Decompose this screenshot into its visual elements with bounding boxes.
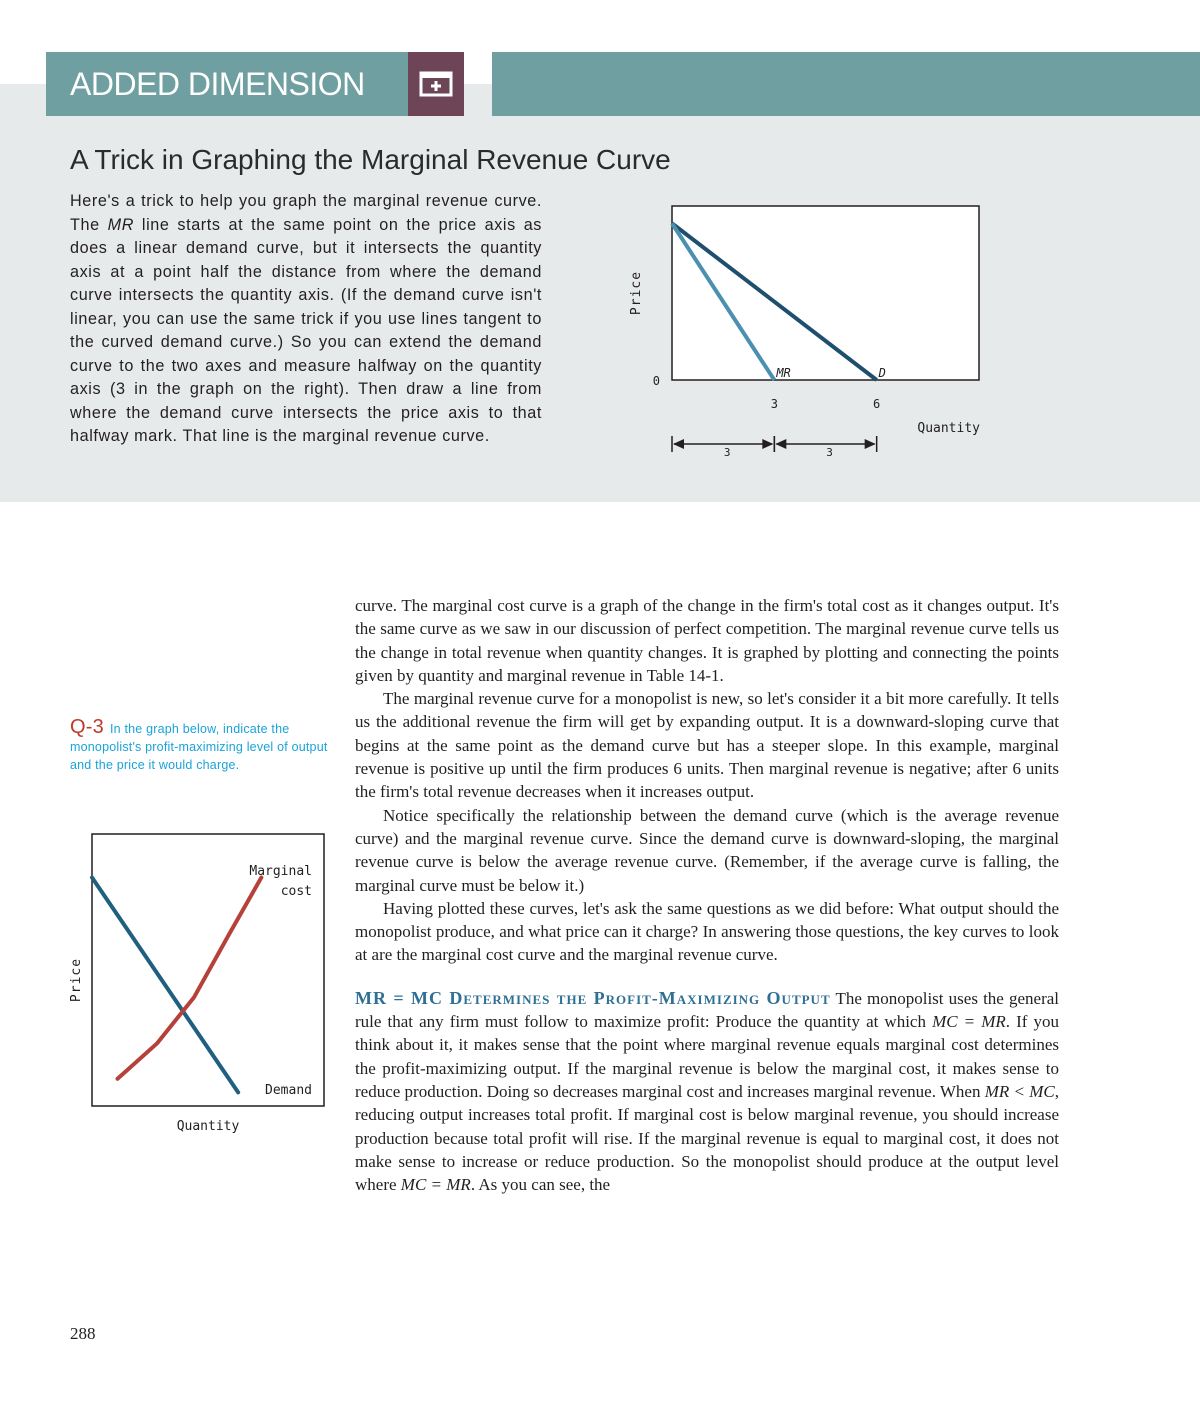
question-number: Q-3 <box>70 716 104 738</box>
x-tick-label: 6 <box>873 397 881 411</box>
series-d-label: D <box>878 366 886 380</box>
measure-label: 3 <box>826 446 833 459</box>
measure-arrow-head <box>865 439 876 449</box>
y-axis-label: Price <box>69 957 84 1003</box>
series-marginal-cost-label: Marginal <box>249 864 312 879</box>
body-text-part: . As you can see, the <box>470 1175 611 1195</box>
measure-arrow-head <box>673 439 684 449</box>
body-text-math: MC = MR <box>400 1175 471 1195</box>
body-paragraph: Notice specifically the relationship between the demand curve (which is the average revenue curve) and the marginal revenue curve. Since the demand curve is downward-sloping, the marginal revenue curve is below the average revenue curve. (Remember, if the average curve is falling, the marginal curve must be below it.) <box>355 805 1059 895</box>
body-text-math: MC = MR <box>932 1012 1006 1032</box>
mr-trick-chart <box>620 196 1060 466</box>
series-marginal-cost-label: cost <box>280 884 312 899</box>
body-text-part: , reducing output increases total profit. If marginal cost is below marginal revenue, you should increase production because total profit will rise. If the marginal revenue is equal to marginal cost, it does not make sense to increase or reduce production. So the monopolist should produce at the output level where <box>355 1081 1060 1195</box>
x-tick-label: 3 <box>770 397 778 411</box>
box-title: A Trick in Graphing the Marginal Revenue Curve <box>70 144 671 175</box>
body-paragraph: curve. The marginal cost curve is a graph of the change in the firm's total cost as it changes output. It's the same curve as we saw in our discussion of perfect competition. The marginal revenue curve tells us the change in total revenue when quantity changes. It is graphed by plotting and connecting the points given by quantity and marginal revenue in Table 14-1. <box>355 596 1059 685</box>
monopolist-chart <box>62 830 342 1140</box>
question-q3 <box>70 718 332 774</box>
section-banner <box>46 52 408 116</box>
box-text-part: line starts at the same point on the price axis as does a linear demand curve, but it intersects the quantity axis at a point half the distance from where the demand curve intersects the quantity axis. (If the demand curve isn't linear, you can use the same trick if you use lines tangent to the curved demand curve.) So you can extend the demand curve to the two axes and measure halfway on the quantity axis (3 in the graph on the right). Then draw a line from where the demand curve intersects the price axis to that halfway mark. That line is the marginal revenue curve. <box>70 215 542 445</box>
origin-label: 0 <box>652 374 660 388</box>
y-axis-label: Price <box>629 270 644 316</box>
banner-bar <box>492 52 1200 116</box>
box-text-mr: MR <box>107 215 134 234</box>
series-mr-label: MR <box>776 366 791 380</box>
run-in-heading: MR = MC Determines the Profit-Maximizing Output <box>355 987 831 1008</box>
plus-box-icon <box>419 70 453 98</box>
page-number: 288 <box>70 1324 96 1343</box>
x-axis-label: Quantity <box>176 1119 240 1134</box>
body-text-part: The monopolist uses the general rule that any firm must follow to maximize profit: Produce the quantity at which <box>355 988 1059 1032</box>
body-column <box>355 594 1059 1196</box>
measure-arrow-head <box>775 439 786 449</box>
series-demand-label: Demand <box>265 1083 312 1098</box>
x-axis-label: Quantity <box>917 421 980 436</box>
body-paragraph-mr-mc <box>355 987 1059 1197</box>
banner-icon-box <box>408 52 464 116</box>
question-text: In the graph below, indicate the monopolist's profit-maximizing level of output and the price it would charge. <box>70 722 328 772</box>
body-paragraph: Having plotted these curves, let's ask the same questions as we did before: What output should the monopolist produce, and what price can it charge? In answering those questions, the key curves to look at are the marginal cost curve and the marginal revenue curve. <box>355 898 1059 965</box>
measure-label: 3 <box>723 446 731 459</box>
body-text-math: MR < MC <box>984 1081 1055 1101</box>
box-text-part: Here's a trick to help you graph the marginal revenue curve. The <box>70 192 542 234</box>
box-text <box>70 190 542 449</box>
body-paragraph: The marginal revenue curve for a monopolist is new, so let's consider it a bit more carefully. It tells us the additional revenue the firm will get by expanding output. It is a downward-sloping curve that begins at the same point as the demand curve but has a steeper slope. In this example, marginal revenue is positive up until the firm produces 6 units. Then marginal revenue is negative; after 6 units the firm's total revenue decreases when it increases output. <box>355 689 1059 802</box>
banner-title: ADDED DIMENSION <box>70 65 365 102</box>
measure-arrow-head <box>762 439 773 449</box>
body-text-part: . If you think about it, it makes sense that the point where marginal revenue equals marginal cost determines the profit-maximizing output. If the marginal revenue is below the marginal cost, it makes sense to reduce production. Doing so decreases marginal cost and increases marginal revenue. When <box>355 1012 1059 1101</box>
